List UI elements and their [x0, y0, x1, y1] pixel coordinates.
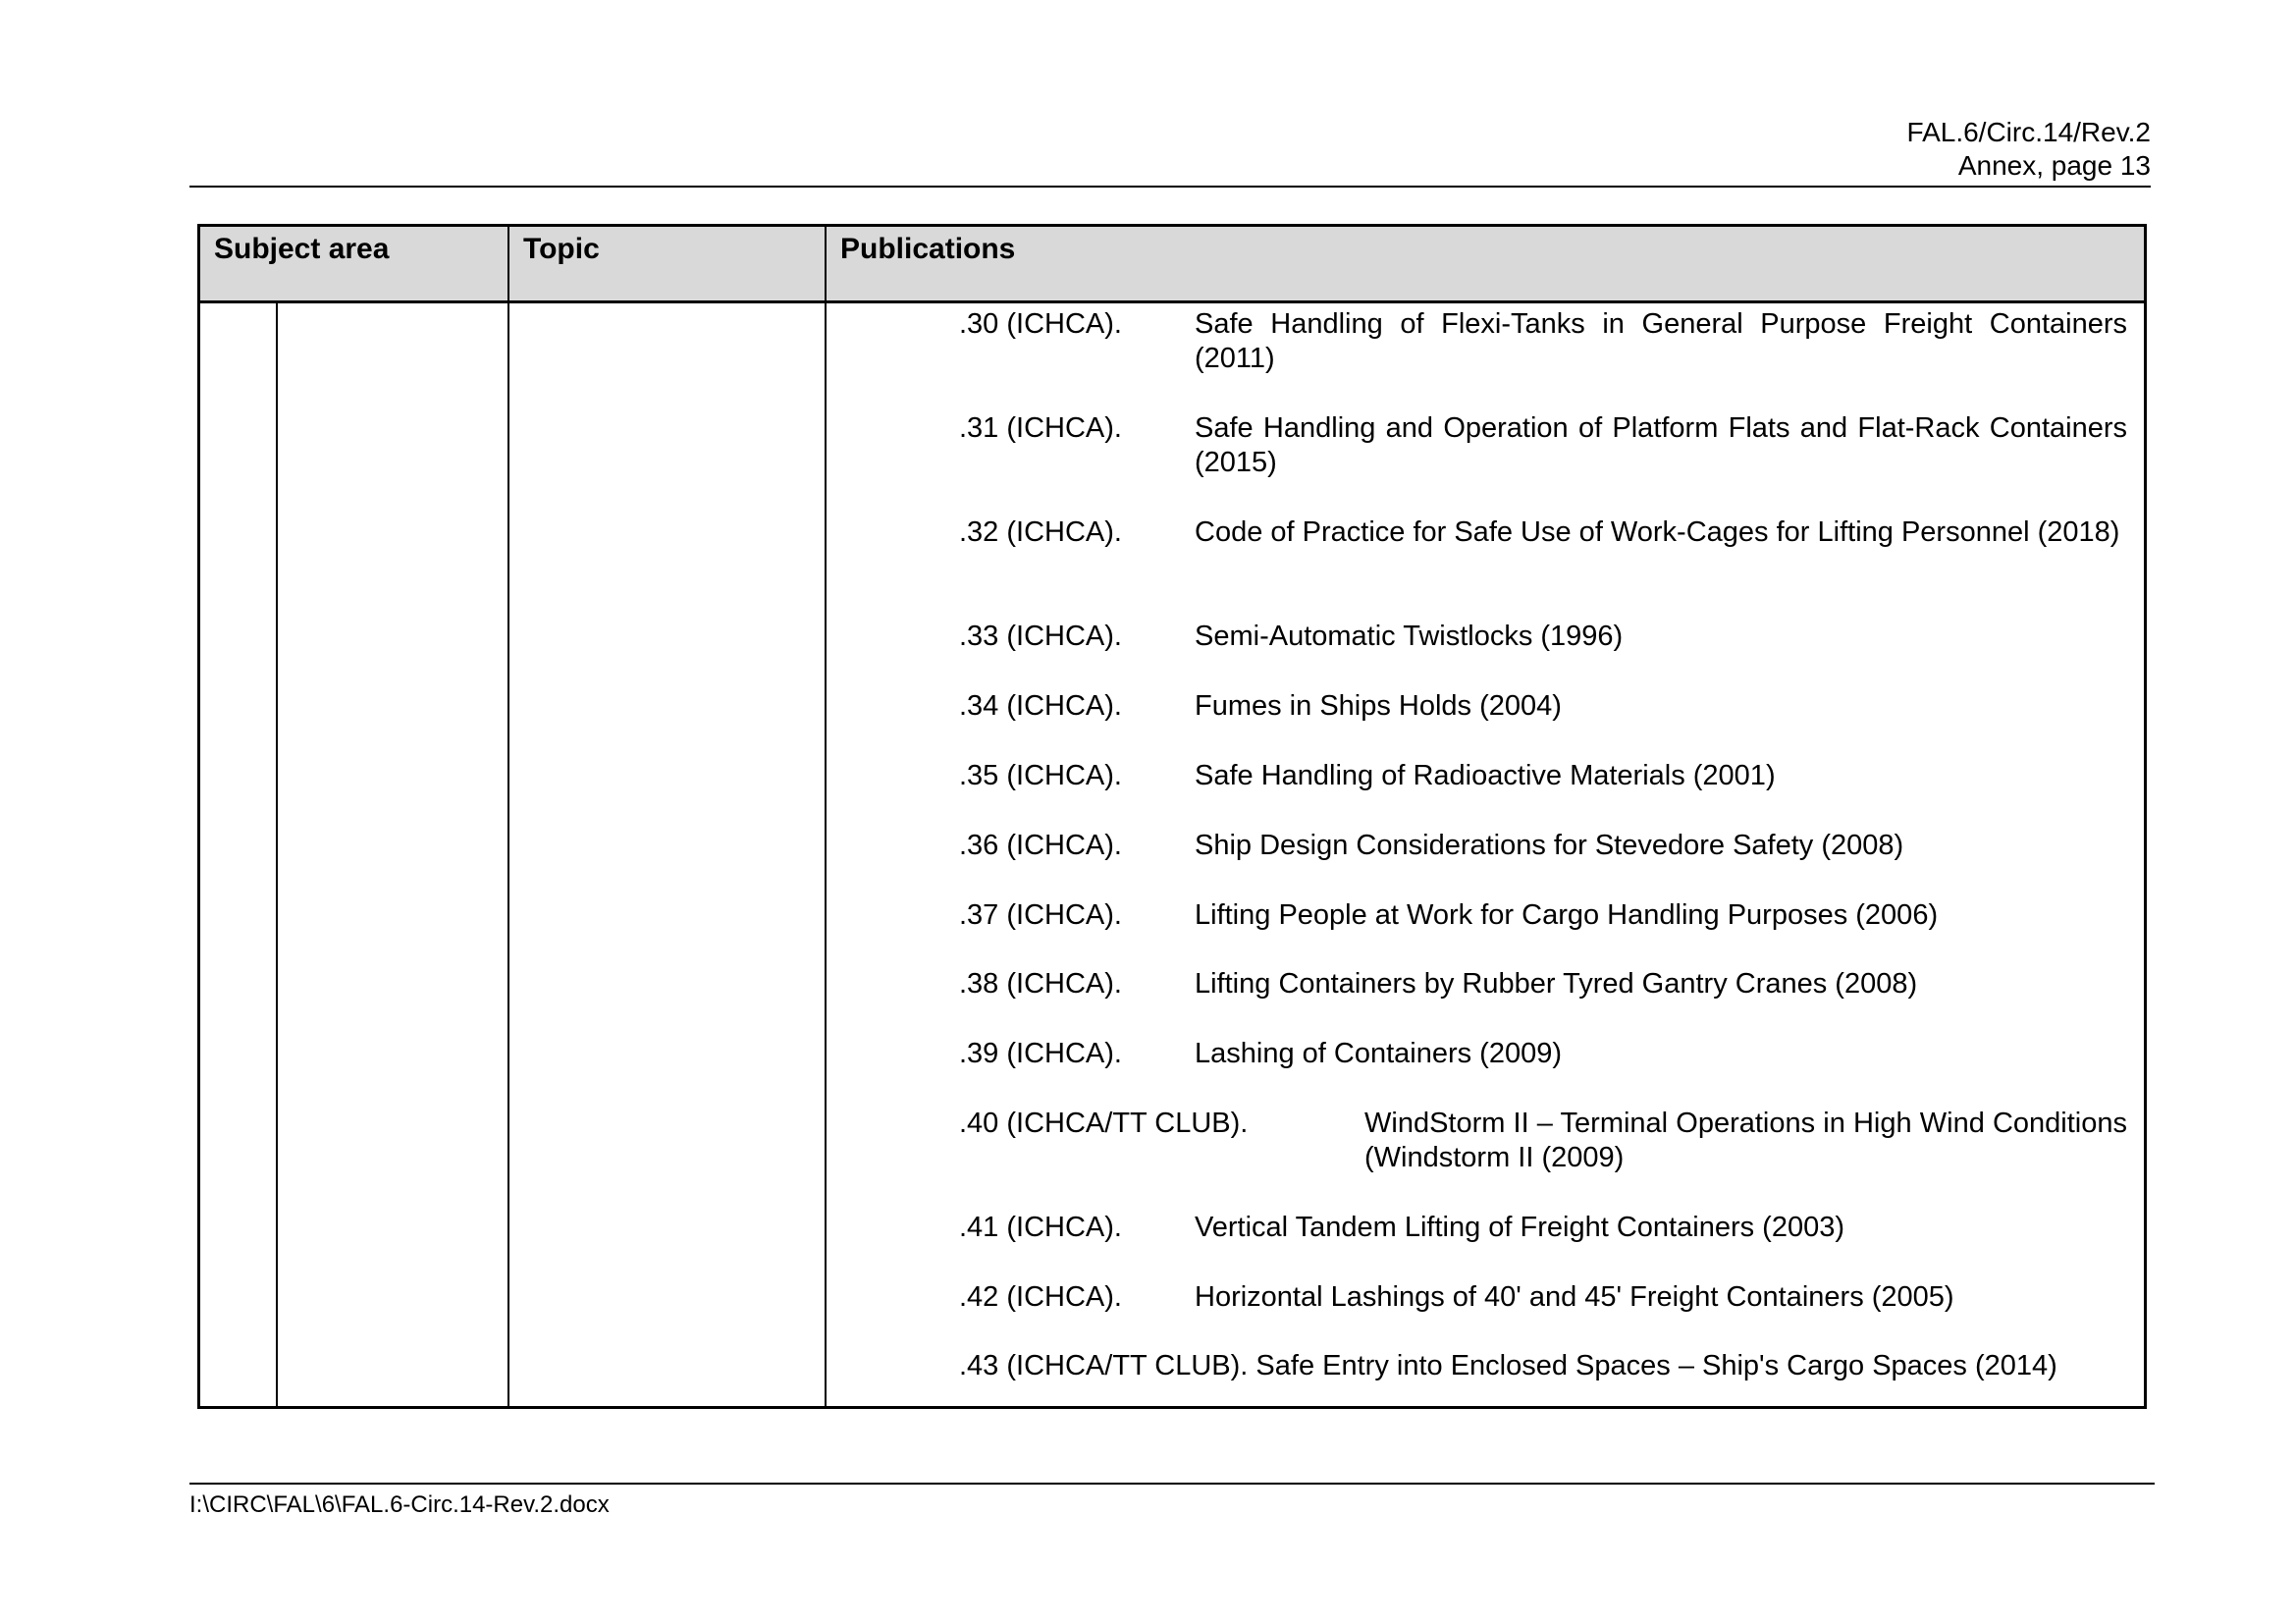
publication-title: WindStorm II – Terminal Operations in High Wind Conditions (Windstorm II (2009) — [1364, 1108, 2127, 1173]
column-header-subject-area: Subject area — [214, 233, 390, 265]
publication-item — [959, 1107, 2127, 1175]
publication-number: .35 (ICHCA). — [959, 760, 1122, 791]
publication-title: Safe Handling and Operation of Platform Flats and Flat-Rack Containers (2015) — [1195, 412, 2127, 478]
publication-number: .31 (ICHCA). — [959, 412, 1122, 444]
publication-item — [959, 689, 2127, 724]
publication-number: .40 (ICHCA/TT CLUB). — [959, 1108, 1249, 1139]
publication-title: Code of Practice for Safe Use of Work-Cages for Lifting Personnel (2018) — [1195, 516, 2120, 548]
publication-item — [959, 1280, 2127, 1315]
publication-number: .30 (ICHCA). — [959, 308, 1122, 340]
document-reference: FAL.6/Circ.14/Rev.2 — [1906, 117, 2151, 147]
publication-item — [959, 411, 2127, 480]
column-divider-subject-topic — [507, 227, 509, 1406]
publication-title: Horizontal Lashings of 40' and 45' Freight Containers (2005) — [1195, 1281, 1954, 1313]
publication-title: Vertical Tandem Lifting of Freight Containers (2003) — [1195, 1212, 1844, 1243]
publication-number: .39 (ICHCA). — [959, 1038, 1122, 1069]
publication-title: Fumes in Ships Holds (2004) — [1195, 690, 1562, 722]
subcolumn-divider — [276, 303, 278, 1406]
publication-item — [959, 515, 2127, 550]
publication-item — [959, 620, 2127, 654]
publication-item — [959, 307, 2127, 376]
publication-number: .43 (ICHCA/TT CLUB). — [959, 1350, 1249, 1381]
publication-number: .37 (ICHCA). — [959, 899, 1122, 931]
publication-title: Ship Design Considerations for Stevedore Safety (2008) — [1195, 830, 1904, 861]
publication-item — [959, 1037, 2127, 1071]
publication-title: Semi-Automatic Twistlocks (1996) — [1195, 621, 1624, 652]
column-header-publications: Publications — [840, 233, 1016, 265]
publication-title: Safe Handling of Radioactive Materials (2001) — [1195, 760, 1776, 791]
header-divider — [189, 186, 2151, 188]
publication-number: .34 (ICHCA). — [959, 690, 1122, 722]
publication-title: Safe Handling of Flexi-Tanks in General Purpose Freight Containers (2011) — [1195, 308, 2127, 374]
publications-table — [197, 224, 2147, 1409]
column-header-topic: Topic — [523, 233, 600, 265]
publication-title: Lifting Containers by Rubber Tyred Gantry Cranes (2008) — [1195, 968, 1918, 1000]
publication-number: .36 (ICHCA). — [959, 830, 1122, 861]
publication-item — [959, 759, 2127, 793]
file-path: I:\CIRC\FAL\6\FAL.6-Circ.14-Rev.2.docx — [189, 1491, 610, 1518]
column-divider-topic-publications — [825, 227, 827, 1406]
publication-item — [959, 1349, 2127, 1383]
publication-number: .42 (ICHCA). — [959, 1281, 1122, 1313]
publication-item — [959, 898, 2127, 933]
publication-number: .41 (ICHCA). — [959, 1212, 1122, 1243]
publication-title: Safe Entry into Enclosed Spaces – Ship's Cargo Spaces (2014) — [1255, 1350, 2057, 1381]
page-header — [189, 116, 2151, 183]
footer-divider — [189, 1483, 2155, 1485]
publication-number: .33 (ICHCA). — [959, 621, 1122, 652]
publication-item — [959, 967, 2127, 1001]
publication-item — [959, 1211, 2127, 1245]
page-reference: Annex, page 13 — [1957, 150, 2151, 181]
table-header-row — [200, 227, 2144, 303]
publication-item — [959, 829, 2127, 863]
publication-number: .32 (ICHCA). — [959, 516, 1122, 548]
publication-entry — [959, 1349, 2127, 1383]
publication-title: Lashing of Containers (2009) — [1195, 1038, 1563, 1069]
publication-title: Lifting People at Work for Cargo Handling Purposes (2006) — [1195, 899, 1939, 931]
publication-number: .38 (ICHCA). — [959, 968, 1122, 1000]
